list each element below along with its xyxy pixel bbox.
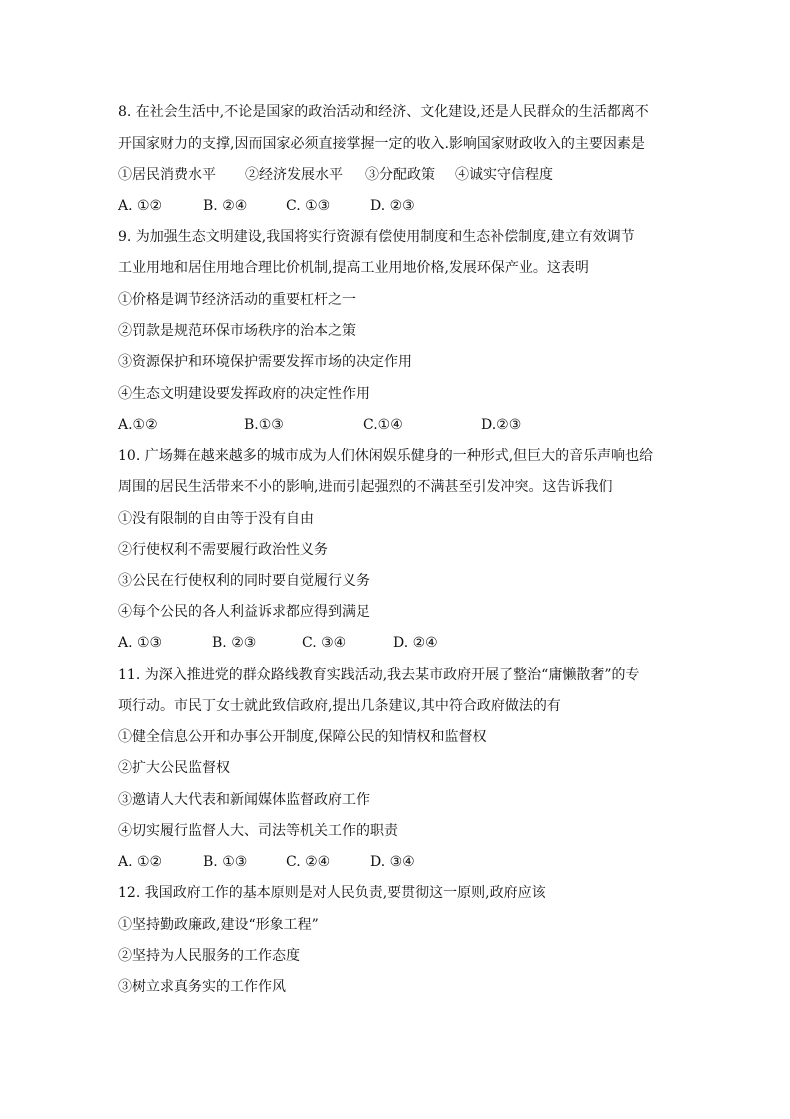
q11-option-c: C. ②④ (286, 854, 331, 870)
q10-option-b: B. ②③ (212, 635, 257, 651)
q11-option-b: B. ①③ (203, 854, 248, 870)
q12-item-1: ①坚持勤政廉政,建设“形象工程” (118, 917, 319, 933)
q10-option-c: C. ③④ (302, 635, 347, 651)
q11-stem-line-2: 项行动。市民丁女士就此致信政府,提出几条建议,其中符合政府做法的有 (118, 698, 561, 714)
q9-option-c: C.①④ (363, 417, 403, 433)
q9-item-1: ①价格是调节经济活动的重要杠杆之一 (118, 292, 356, 308)
q9-stem-line-2: 工业用地和居住用地合理比价机制,提高工业用地价格,发展环保产业。这表明 (118, 260, 589, 276)
q11-item-1: ①健全信息公开和办事公开制度,保障公民的知情权和监督权 (118, 729, 487, 745)
q11-option-a: A. ①② (118, 854, 163, 870)
q10-item-1: ①没有限制的自由等于没有自由 (118, 511, 314, 527)
q8-option-b: B. ②④ (203, 198, 248, 214)
q8-option-d: D. ②③ (370, 198, 415, 214)
q8-stem-line-1: 8. 在社会生活中,不论是国家的政治活动和经济、文化建设,还是人民群众的生活都离不 (118, 104, 649, 120)
q10-option-d: D. ②④ (393, 635, 438, 651)
q11-option-d: D. ③④ (370, 854, 415, 870)
q9-option-a: A.①② (118, 417, 158, 433)
q8-item-3: ③分配政策 (365, 167, 435, 183)
q12-item-3: ③树立求真务实的工作作风 (118, 979, 286, 995)
q10-item-3: ③公民在行使权利的同时要自觉履行义务 (118, 573, 370, 589)
q11-stem-line-1: 11. 为深入推进党的群众路线教育实践活动,我去某市政府开展了整治“庸懒散奢”的专 (118, 667, 640, 683)
q9-stem-line-1: 9. 为加强生态文明建设,我国将实行资源有偿使用制度和生态补偿制度,建立有效调节 (118, 229, 635, 245)
q9-option-b: B.①③ (244, 417, 284, 433)
q8-item-4: ④诚实守信程度 (455, 167, 553, 183)
q8-option-c: C. ①③ (286, 198, 331, 214)
q12-stem-line-1: 12. 我国政府工作的基本原则是对人民负责,要贯彻这一原则,政府应该 (118, 885, 546, 901)
q10-stem-line-2: 周围的居民生活带来不小的影响,进而引起强烈的不满甚至引发冲突。这告诉我们 (118, 479, 613, 495)
q8-item-1: ①居民消费水平 (118, 167, 216, 183)
q8-option-a: A. ①② (118, 198, 163, 214)
q9-item-2: ②罚款是规范环保市场秩序的治本之策 (118, 323, 356, 339)
q8-item-2: ②经济发展水平 (245, 167, 343, 183)
q10-item-2: ②行使权利不需要履行政治性义务 (118, 542, 328, 558)
q9-item-4: ④生态文明建设要发挥政府的决定性作用 (118, 386, 370, 402)
q10-stem-line-1: 10. 广场舞在越来越多的城市成为人们休闲娱乐健身的一种形式,但巨大的音乐声响也给 (118, 448, 654, 464)
q11-item-4: ④切实履行监督人大、司法等机关工作的职责 (118, 823, 398, 839)
q11-item-2: ②扩大公民监督权 (118, 760, 230, 776)
q10-item-4: ④每个公民的各人利益诉求都应得到满足 (118, 604, 370, 620)
q9-item-3: ③资源保护和环境保护需要发挥市场的决定作用 (118, 354, 412, 370)
q8-stem-line-2: 开国家财力的支撑,因而国家必须直接掌握一定的收入.影响国家财政收入的主要因素是 (118, 136, 645, 152)
q11-item-3: ③邀请人大代表和新闻媒体监督政府工作 (118, 792, 370, 808)
q9-option-d: D.②③ (481, 417, 522, 433)
q10-option-a: A. ①③ (118, 635, 163, 651)
q12-item-2: ②坚持为人民服务的工作态度 (118, 948, 300, 964)
